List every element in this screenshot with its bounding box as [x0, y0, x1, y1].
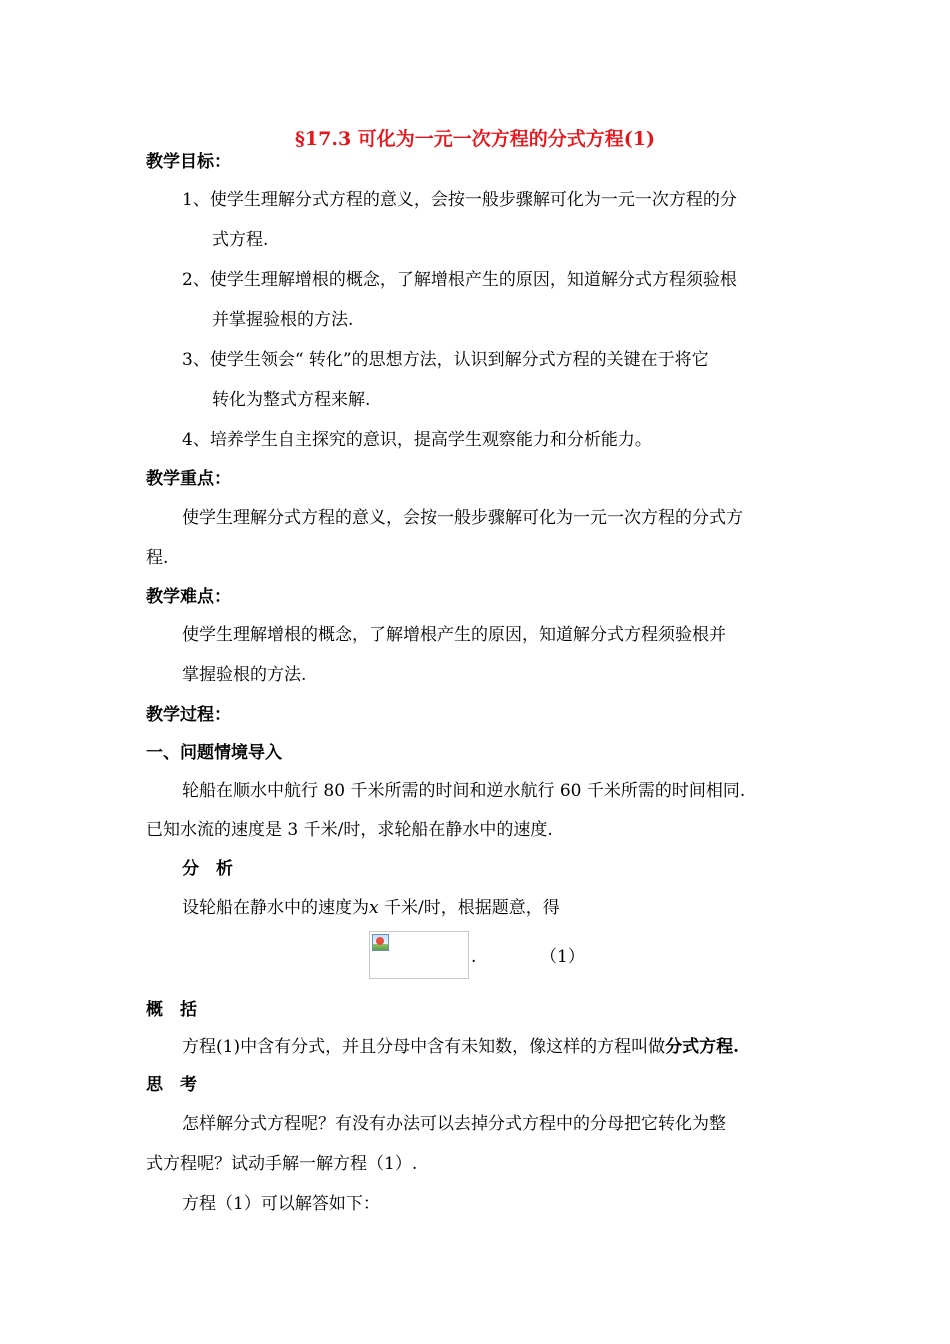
analysis-heading: 分 析: [182, 859, 233, 879]
process-heading: 教学过程：: [146, 705, 231, 725]
equation-period: .: [471, 947, 477, 967]
objective-3-line-1: 3、使学生领会“ 转化”的思想方法，认识到解分式方程的关键在于将它: [182, 350, 709, 370]
key-points-heading: 教学重点：: [146, 469, 231, 489]
summary-text: [182, 1035, 739, 1059]
objective-3-line-2: 转化为整式方程来解.: [212, 390, 371, 410]
problem-line-1: 轮船在顺水中航行 80 千米所需的时间和逆水航行 60 千米所需的时间相同.: [182, 781, 746, 801]
objective-4: 4、培养学生自主探究的意识，提高学生观察能力和分析能力。: [182, 430, 652, 450]
summary-heading: 概 括: [146, 1000, 197, 1020]
objective-2-line-2: 并掌握验根的方法.: [212, 310, 354, 330]
equation-image-placeholder: [369, 931, 469, 979]
difficulties-line-2: 掌握验根的方法.: [182, 665, 307, 685]
variable-x: x: [369, 898, 379, 918]
summary-text-pre: 方程(1)中含有分式，并且分母中含有未知数，像这样的方程叫做: [182, 1037, 666, 1057]
think-heading: 思 考: [146, 1075, 197, 1095]
objective-1-line-1: 1、使学生理解分式方程的意义，会按一般步骤解可化为一元一次方程的分: [182, 190, 737, 210]
objective-1-line-2: 式方程.: [212, 230, 269, 250]
section-1-heading: 一、问题情境导入: [146, 743, 282, 763]
think-line-1: 怎样解分式方程呢？有没有办法可以去掉分式方程中的分母把它转化为整: [182, 1114, 726, 1134]
analysis-text: [182, 896, 560, 920]
problem-line-2: 已知水流的速度是 3 千米/时，求轮船在静水中的速度.: [146, 820, 553, 840]
summary-term: 分式方程.: [665, 1037, 740, 1057]
difficulties-line-1: 使学生理解增根的概念，了解增根产生的原因，知道解分式方程须验根并: [182, 625, 726, 645]
analysis-text-pre: 设轮船在静水中的速度为: [182, 898, 369, 918]
think-line-2: 式方程呢？试动手解一解方程（1）.: [146, 1154, 418, 1174]
objective-2-line-1: 2、使学生理解增根的概念，了解增根产生的原因，知道解分式方程须验根: [182, 270, 737, 290]
solution-intro: 方程（1）可以解答如下：: [182, 1194, 380, 1214]
analysis-text-post: 千米/时，根据题意，得: [378, 898, 560, 918]
key-points-line-2: 程.: [146, 548, 169, 568]
equation-number: （1）: [540, 947, 585, 967]
difficulties-heading: 教学难点：: [146, 587, 231, 607]
broken-image-icon: [372, 934, 389, 951]
key-points-line-1: 使学生理解分式方程的意义，会按一般步骤解可化为一元一次方程的分式方: [182, 508, 743, 528]
page-title: §17.3 可化为一元一次方程的分式方程(1): [294, 128, 656, 150]
objectives-heading: 教学目标：: [146, 152, 231, 172]
